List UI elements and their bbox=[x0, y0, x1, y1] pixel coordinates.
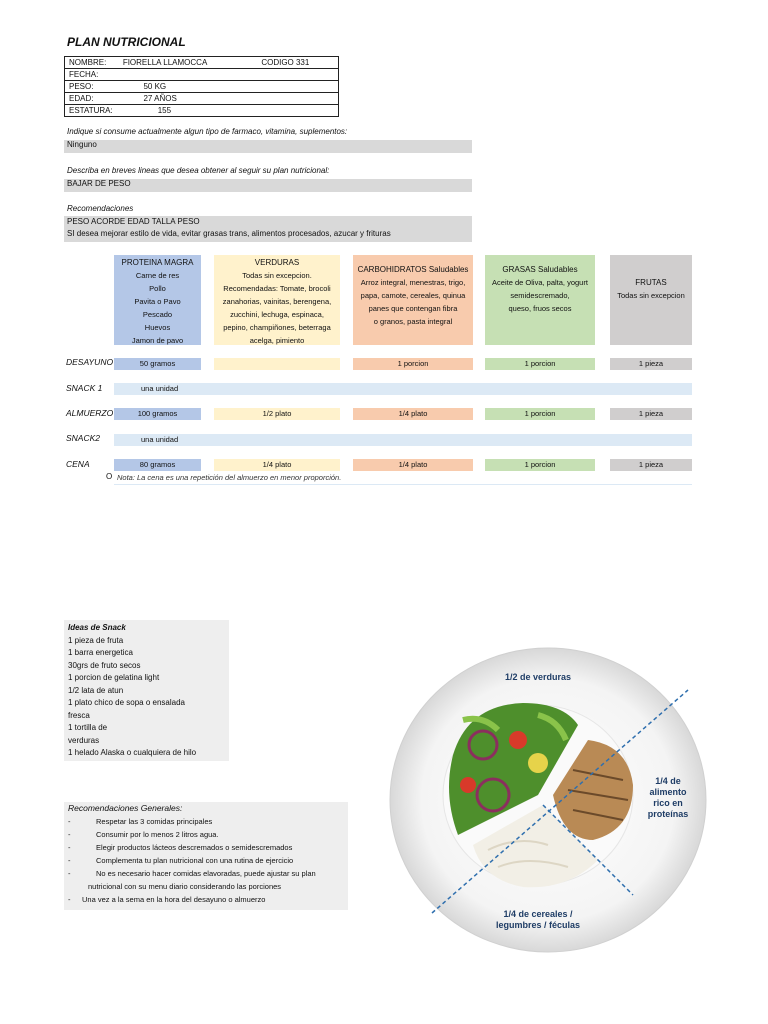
almuerzo-frutas: 1 pieza bbox=[610, 408, 692, 420]
edad-row bbox=[65, 93, 339, 105]
nota-mark: O bbox=[106, 472, 113, 481]
patient-info-table bbox=[64, 56, 339, 117]
group-line: Todas sin excepcion. bbox=[242, 271, 312, 280]
fecha-label: FECHA: bbox=[69, 70, 99, 79]
group-line: Aceite de Oliva, palta, yogurt bbox=[492, 278, 588, 287]
cena-proteina: 80 gramos bbox=[114, 459, 201, 471]
estatura-label: ESTATURA: bbox=[69, 106, 113, 115]
recommendation-item: - Elegir productos lácteos descremados o semidescremados bbox=[68, 843, 293, 852]
group-line: panes que contengan fibra bbox=[368, 304, 458, 313]
recomendaciones-box bbox=[64, 216, 472, 242]
cena-carbohidratos: 1/4 plato bbox=[353, 459, 473, 471]
snack-ideas-box bbox=[64, 620, 229, 761]
plate-label-proteina-3: rico en bbox=[653, 798, 683, 808]
snack-ideas-title: Ideas de Snack bbox=[68, 623, 126, 632]
group-line: Arroz integral, menestras, trigo, bbox=[360, 278, 466, 287]
group-line: zucchini, lechuga, espinaca, bbox=[230, 310, 324, 319]
cena-verduras: 1/4 plato bbox=[214, 459, 340, 471]
general-recommendations-title: Recomendaciones Generales: bbox=[68, 803, 183, 813]
plate-label-proteina-2: alimento bbox=[649, 787, 687, 797]
desayuno-verduras bbox=[214, 358, 340, 370]
page-title: PLAN NUTRICIONAL bbox=[67, 35, 186, 49]
snack2-cell: una unidad bbox=[114, 434, 692, 446]
nombre-row bbox=[65, 57, 339, 69]
snack1-cell: una unidad bbox=[114, 383, 692, 395]
group-line: Todas sin excepcion bbox=[617, 291, 685, 300]
answer-farmacos: Ninguno bbox=[64, 140, 472, 153]
plate-label-cereales-1: 1/4 de cereales / bbox=[503, 909, 573, 919]
recommendation-item: - Una vez a la sema en la hora del desayuno o almuerzo bbox=[68, 895, 266, 904]
question-objetivo: Describa en breves lineas que desea obtener al seguir su plan nutricional: bbox=[67, 166, 330, 175]
group-line: semidescremado, bbox=[510, 291, 570, 300]
group-line: pepino, champiñones, beterraga bbox=[223, 323, 331, 332]
recommendation-item: - No es necesario hacer comidas elavoradas, puede ajustar su plan bbox=[68, 869, 316, 878]
recomendaciones-line-1: PESO ACORDE EDAD TALLA PESO bbox=[67, 217, 200, 226]
recommendation-item: - Complementa tu plan nutricional con una rutina de ejercicio bbox=[68, 856, 294, 865]
group-frutas-title: FRUTAS bbox=[635, 278, 667, 287]
nota-text: Nota: La cena es una repetición del almuerzo en menor proporción. bbox=[117, 473, 342, 482]
group-line: o granos, pasta integral bbox=[373, 317, 453, 326]
snack-idea: fresca bbox=[68, 710, 90, 720]
snack-idea: 1 plato chico de sopa o ensalada bbox=[68, 698, 185, 707]
answer-objetivo: BAJAR DE PESO bbox=[64, 179, 472, 192]
group-carbohidratos bbox=[353, 255, 473, 345]
snack-idea: 1 pieza de fruta bbox=[68, 635, 124, 645]
peso-label: PESO: bbox=[69, 82, 94, 91]
almuerzo-carbohidratos: 1/4 plato bbox=[353, 408, 473, 420]
meal-snack1-label: SNACK 1 bbox=[66, 383, 103, 393]
recommendation-item: - Consumir por lo menos 2 litros agua. bbox=[68, 830, 219, 839]
group-line: queso, fruos secos bbox=[508, 304, 572, 313]
nombre-value: FIORELLA LLAMOCCA bbox=[122, 58, 207, 67]
plate-label-cereales-2: legumbres / féculas bbox=[495, 920, 581, 930]
group-line: zanahorias, vainitas, berengena, bbox=[222, 297, 332, 306]
group-verduras bbox=[214, 255, 340, 345]
meal-cena-label: CENA bbox=[66, 459, 90, 469]
group-line: Pavita o Pavo bbox=[134, 297, 181, 306]
estatura-row bbox=[65, 105, 339, 117]
group-verduras-title: VERDURAS bbox=[254, 258, 300, 267]
desayuno-frutas: 1 pieza bbox=[610, 358, 692, 370]
cena-grasas: 1 porcion bbox=[485, 459, 595, 471]
group-line: Pescado bbox=[142, 310, 173, 319]
peso-row bbox=[65, 81, 339, 93]
group-proteina-title: PROTEINA MAGRA bbox=[121, 258, 194, 267]
desayuno-proteina: 50 gramos bbox=[114, 358, 201, 370]
snack-idea: 1 barra energetica bbox=[68, 648, 133, 657]
recommendation-item: nutricional con su menu diario considerando las porciones bbox=[88, 882, 282, 891]
almuerzo-grasas: 1 porcion bbox=[485, 408, 595, 420]
edad-value: 27 AÑOS bbox=[143, 94, 177, 103]
group-line: Recomendadas: Tomate, brocoli bbox=[223, 284, 331, 293]
snack-idea: 1 helado Alaska o cualquiera de hilo bbox=[68, 748, 197, 757]
snack-idea: 30grs de fruto secos bbox=[68, 660, 141, 670]
meal-snack2-label: SNACK2 bbox=[66, 433, 101, 443]
almuerzo-proteina: 100 gramos bbox=[114, 408, 201, 420]
group-line: Carne de res bbox=[135, 271, 180, 280]
plate-label-proteina-1: 1/4 de bbox=[655, 776, 681, 786]
snack-idea: 1 tortilla de bbox=[68, 723, 108, 732]
meal-almuerzo-label: ALMUERZO bbox=[66, 408, 114, 418]
group-line: Huevos bbox=[144, 323, 171, 332]
group-grasas bbox=[485, 255, 595, 345]
group-line: Pollo bbox=[149, 284, 166, 293]
cena-underline bbox=[114, 484, 692, 485]
nombre-label: NOMBRE: bbox=[69, 58, 107, 67]
recomendaciones-line-2: SI desea mejorar estilo de vida, evitar grasas trans, alimentos procesados, azucar y frituras bbox=[67, 229, 391, 238]
almuerzo-verduras: 1/2 plato bbox=[214, 408, 340, 420]
snack-idea: 1 porcion de gelatina light bbox=[68, 673, 160, 682]
snack-idea: 1/2 lata de atun bbox=[68, 685, 124, 695]
group-grasas-title: GRASAS Saludables bbox=[502, 265, 578, 274]
desayuno-carbohidratos: 1 porcion bbox=[353, 358, 473, 370]
question-farmacos: Indique si consume actualmente algun tipo de farmaco, vitamina, suplementos: bbox=[67, 127, 348, 136]
plate-illustration bbox=[388, 645, 708, 955]
estatura-value: 155 bbox=[157, 106, 172, 115]
fecha-row bbox=[65, 69, 339, 81]
group-line: acelga, pimiento bbox=[249, 336, 305, 345]
recomendaciones-label: Recomendaciones bbox=[67, 204, 134, 213]
group-line: Jamon de pavo bbox=[131, 336, 184, 345]
group-carbohidratos-title: CARBOHIDRATOS Saludables bbox=[357, 265, 469, 274]
group-proteina bbox=[114, 255, 201, 345]
edad-label: EDAD: bbox=[69, 94, 94, 103]
general-recommendations-box bbox=[64, 802, 348, 910]
peso-value: 50 KG bbox=[143, 82, 167, 91]
cena-frutas: 1 pieza bbox=[610, 459, 692, 471]
meal-desayuno-label: DESAYUNO bbox=[66, 357, 114, 367]
codigo-value: CODIGO 331 bbox=[261, 58, 310, 67]
group-line: papa, camote, cereales, quinua bbox=[360, 291, 466, 300]
plate-label-verduras: 1/2 de verduras bbox=[504, 672, 572, 682]
group-frutas bbox=[610, 255, 692, 345]
snack-idea: verduras bbox=[68, 735, 100, 745]
desayuno-grasas: 1 porcion bbox=[485, 358, 595, 370]
recommendation-item: - Respetar las 3 comidas principales bbox=[68, 817, 213, 826]
plate-label-proteina-4: proteínas bbox=[647, 809, 689, 819]
